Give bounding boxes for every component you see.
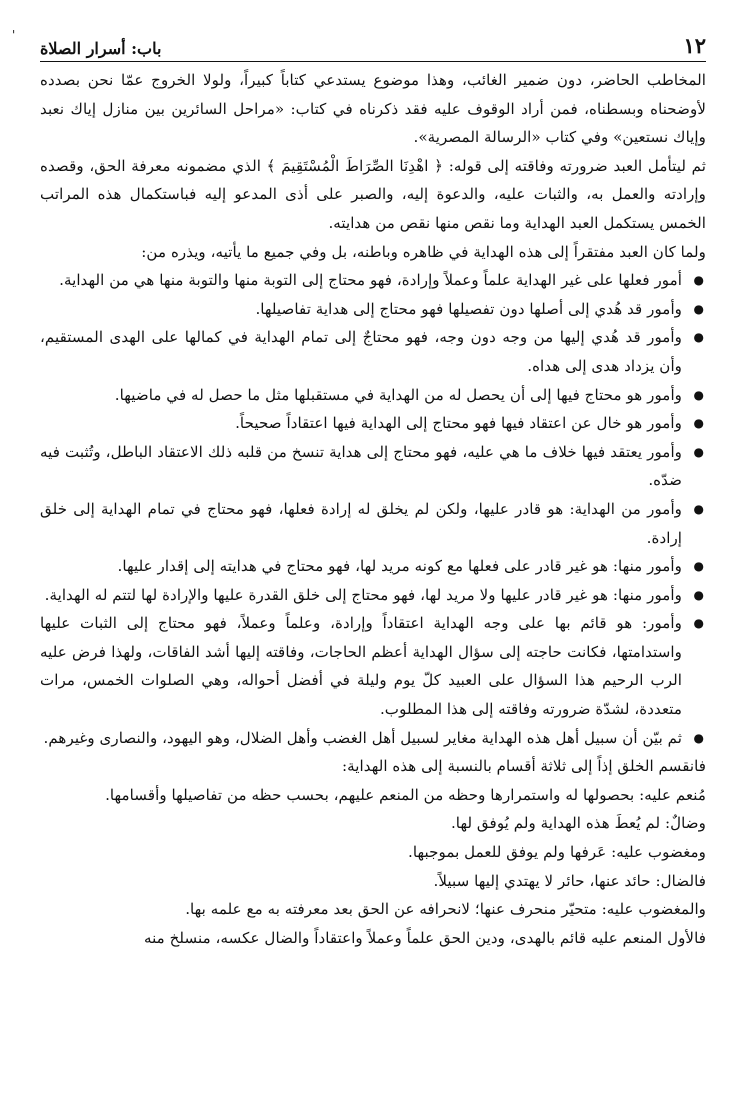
- page-header: [40, 30, 706, 62]
- page-number: ١٢: [683, 33, 706, 58]
- bullet-item: ● وأمور قد هُدي إلى أصلها دون تفصيلها فهو محتاج إلى هداية تفاصيلها.: [40, 295, 706, 324]
- paragraph: المخاطب الحاضر، دون ضمير الغائب، وهذا موضوع يستدعي كتاباً كبيراً، ولولا الخروج عمّا نحن بصدده لأوضحناه وبسطناه، فمن أراد الوقوف عليه فقد ذكرناه في كتاب: «مراحل السائرين بين منازل إياك نعبد وإياك نستعين» وفي كتاب «الرسالة المصرية».: [40, 71, 706, 147]
- bullet-item: ● وأمور هو خال عن اعتقاد فيها فهو محتاج إلى الهداية فيها اعتقاداً صحيحاً.: [40, 409, 706, 438]
- bullet-item: ● ثم بيّن أن سبيل أهل هذه الهداية مغاير لسبيل أهل الغضب وأهل الضلال، وهو اليهود، والنصارى وغيرهم.: [40, 724, 706, 753]
- running-title: باب: أسرار الصلاة: [40, 39, 162, 58]
- bullet-item: ● وأمور هو محتاج فيها إلى أن يحصل له من الهداية في مستقبلها مثل ما حصل له في ماضيها.: [40, 381, 706, 410]
- text-line: وضالٌ: لم يُعطَ هذه الهداية ولم يُوفق لها.: [450, 814, 706, 833]
- text-line: فانقسم الخلق إذاً إلى ثلاثة أقسام بالنسبة إلى هذه الهداية:: [342, 757, 706, 776]
- bullet-item: ● وأمور منها: هو غير قادر على فعلها مع كونه مريد لها، فهو محتاج في هدايته إلى إقدار عليها.: [40, 552, 706, 581]
- text-line: مُنعم عليه: بحصولها له واستمرارها وحظه من المنعم عليهم، بحسب حظه من تفاصيلها وأقسامها.: [105, 785, 706, 804]
- bullet-list: [40, 266, 706, 752]
- paragraph: ولما كان العبد مفتقراً إلى هذه الهداية في ظاهره وباطنه، بل وفي جميع ما يأتيه، ويذره من:: [141, 242, 706, 261]
- text-line: والمغضوب عليه: متحيّر منحرف عنها؛ لانحرافه عن الحق بعد معرفته به مع علمه بها.: [185, 900, 706, 919]
- bullet-item: ● أمور فعلها على غير الهداية علماً وعملاً وإرادة، فهو محتاج إلى التوبة منها والتوبة منها هي من الهداية.: [40, 266, 706, 295]
- text-line: فالأول المنعم عليه قائم بالهدى، ودين الحق علماً وعملاً واعتقاداً والضال عكسه، منسلخ منه: [143, 928, 706, 947]
- text-line: ومغضوب عليه: عَرفها ولم يوفق للعمل بموجبها.: [408, 843, 706, 862]
- paragraph: ثم ليتأمل العبد ضرورته وفاقته إلى قوله: ﴿ اهْدِنَا الصِّرَاطَ الْمُسْتَقِيمَ ﴾ الذي مضمونه معرفة الحق، وقصده وإرادته والعمل به، والثبات عليه، والدعوة إليه، والصبر على أذى المدعو إليه فباستكمال هذه المراتب الخمس يستكمل العبد الهداية وما نقص منها نقص من هدايته.: [40, 156, 706, 232]
- bullet-item: ● وأمور يعتقد فيها خلاف ما هي عليه، فهو محتاج إلى هداية تنسخ من قلبه ذلك الاعتقاد الباطل، وتُثبت فيه ضدّه.: [40, 438, 706, 495]
- bullet-item: ● وأمور قد هُدي إليها من وجه دون وجه، فهو محتاجٌ إلى تمام الهداية في كمالها على الهدى المستقيم، وأن يزداد هدى إلى هداه.: [40, 323, 706, 380]
- bullet-item: ● وأمور: هو قائم بها على وجه الهداية اعتقاداً وإرادة، وعلماً وعملاً، فهو محتاج إلى الثبات عليها واستدامتها، فكانت حاجته إلى سؤال الهداية أعظم الحاجات، وفاقته إليها أشد الفاقات، ولهذا فرض عليه الرب الرحيم هذا السؤال على العبيد كلّ يوم وليلة في أفضل أحواله، وهي الصلوات الخمس، مرات متعددة، لشدّة ضرورته وفاقته إلى هذا المطلوب.: [40, 609, 706, 723]
- corner-mark: ': [12, 28, 16, 42]
- page-content: [40, 66, 706, 952]
- text-line: فالضال: حائد عنها، حائر لا يهتدي إليها سبيلاً.: [433, 871, 706, 890]
- bullet-item: ● وأمور منها: هو غير قادر عليها ولا مريد لها، فهو محتاج إلى خلق القدرة عليها والإرادة لها لتتم له الهداية.: [40, 581, 706, 610]
- bullet-item: ● وأمور من الهداية: هو قادر عليها، ولكن لم يخلق له إرادة فعلها، فهو محتاج في تمام الهداية إلى خلق إرادة.: [40, 495, 706, 552]
